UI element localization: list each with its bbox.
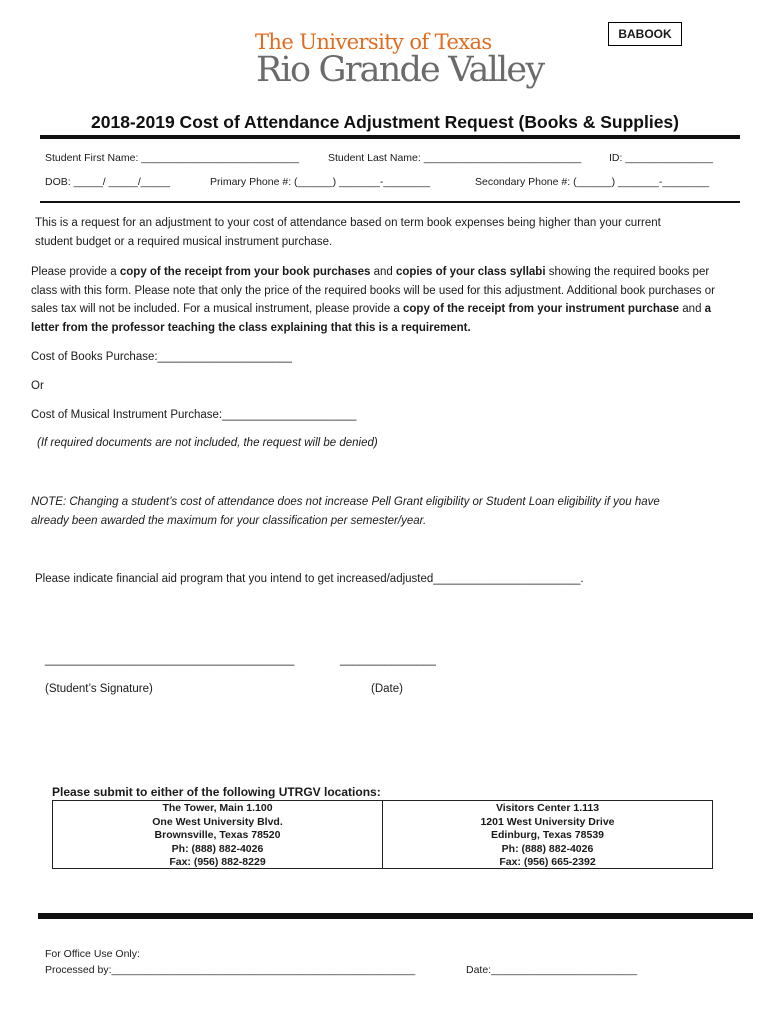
program-field[interactable]: Please indicate financial aid program that you intend to get increased/adjusted_______________________. <box>35 573 584 585</box>
or-text: Or <box>31 380 44 392</box>
secondary-phone-field[interactable]: Secondary Phone #: (______) _______-________ <box>475 176 710 188</box>
office-use-divider <box>38 913 753 919</box>
fields-divider <box>40 201 740 203</box>
note-line-2: already been awarded the maximum for your classification per semester/year. <box>31 514 427 527</box>
instructions-text: and <box>679 303 705 315</box>
location-address: One West University Blvd. <box>152 815 283 828</box>
location-name: Visitors Center 1.113 <box>495 802 600 814</box>
date-line[interactable]: _______________ <box>340 654 436 666</box>
location-phone: Ph: (888) 882-4026 <box>501 842 594 855</box>
instructions-bold-syllabi: copies of your class syllabi <box>395 266 546 278</box>
primary-phone-field[interactable]: Primary Phone #: (______) _______-________ <box>210 176 431 188</box>
instructions-bold-professor-letter: a letter from the professor teaching the class explaining that this is a requirement. <box>31 303 712 334</box>
location-city: Edinburg, Texas 78539 <box>490 829 605 841</box>
intro-paragraph <box>35 214 750 251</box>
location-fax: Fax: (956) 882-8229 <box>169 856 266 868</box>
instructions-text: showing the required books per class with this form. Please note that only the price of the required books will be used for this adjustment. Additional book purchases or sales tax will not be included. For a musical instrument, please provide a <box>31 266 715 315</box>
locations-table <box>52 800 713 869</box>
cost-instrument-field[interactable]: Cost of Musical Instrument Purchase:_____________________ <box>31 409 357 421</box>
note-line-1: NOTE: Changing a student’s cost of attendance does not increase Pell Grant eligibility or Student Loan eligibility if you have <box>31 496 660 508</box>
note-paragraph <box>31 493 751 530</box>
last-name-field[interactable]: Student Last Name: ___________________________ <box>328 152 582 164</box>
location-phone: Ph: (888) 882-4026 <box>171 842 264 855</box>
signature-label: (Student’s Signature) <box>45 683 153 695</box>
office-date-field[interactable]: Date:_________________________ <box>466 964 638 976</box>
intro-line-1: This is a request for an adjustment to your cost of attendance based on term book expenses being higher than your current <box>35 217 661 229</box>
instructions-text: Please provide a <box>31 266 120 278</box>
location-address: 1201 West University Drive <box>480 815 615 828</box>
signature-line[interactable]: _______________________________________ <box>45 654 295 666</box>
date-label: (Date) <box>371 683 403 695</box>
office-use-heading: For Office Use Only: <box>45 948 140 960</box>
first-name-field[interactable]: Student First Name: ___________________________ <box>45 152 299 164</box>
logo-campus-text: Rio Grande Valley <box>256 50 544 90</box>
intro-line-2: student budget or a required musical instrument purchase. <box>35 235 333 248</box>
cost-books-field[interactable]: Cost of Books Purchase:_____________________ <box>31 351 292 363</box>
logo-university-text: The University of Texas <box>255 30 492 54</box>
page-title: 2018-2019 Cost of Attendance Adjustment Request (Books & Supplies) <box>91 112 679 132</box>
submit-heading: Please submit to either of the following UTRGV locations: <box>52 785 381 799</box>
location-city: Brownsville, Texas 78520 <box>154 829 281 841</box>
location-name: The Tower, Main 1.100 <box>162 802 273 814</box>
location-brownsville <box>53 801 382 868</box>
location-edinburg <box>382 801 712 868</box>
dob-field[interactable]: DOB: _____/ _____/_____ <box>45 176 170 188</box>
instructions-bold-receipt: copy of the receipt from your book purchases <box>119 266 371 278</box>
title-divider <box>40 135 740 139</box>
form-code-box <box>608 22 682 46</box>
processed-by-field[interactable]: Processed by:____________________________________________________ <box>45 964 416 976</box>
location-fax: Fax: (956) 665-2392 <box>499 856 596 868</box>
instructions-paragraph <box>31 263 731 337</box>
form-code: BABOOK <box>618 27 672 41</box>
denial-note: (If required documents are not included, the request will be denied) <box>37 437 378 449</box>
student-id-field[interactable]: ID: _______________ <box>609 152 713 164</box>
instructions-text: and <box>370 266 396 278</box>
instructions-bold-instrument-receipt: copy of the receipt from your instrument purchase <box>403 303 680 315</box>
